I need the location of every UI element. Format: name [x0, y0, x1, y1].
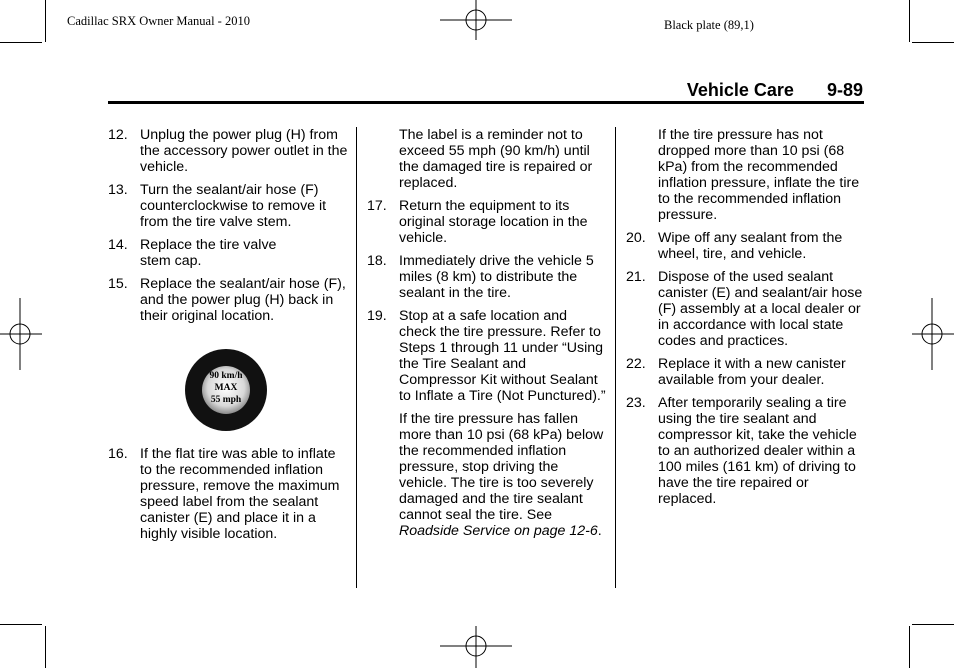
step-number: 23.	[626, 395, 646, 411]
step-16	[108, 446, 348, 542]
step-number: 18.	[367, 253, 387, 269]
page-number: 9-89	[826, 80, 863, 100]
crop-mark	[45, 626, 46, 668]
step-number: 15.	[108, 276, 128, 292]
step-19	[367, 308, 607, 404]
step-21	[626, 269, 866, 349]
speed-max: MAX	[214, 383, 238, 393]
step-text: Dispose of the used sealant canister (E) and sealant/air hose (F) assembly at a local dealer or in accordance with local state codes and practices.	[658, 269, 863, 349]
step-text: Turn the sealant/air hose (F) counterclockwise to remove it from the tire valve stem.	[140, 182, 327, 230]
crop-mark	[0, 42, 42, 43]
step-text: Replace it with a new canister available from your dealer.	[658, 356, 846, 388]
step-12	[108, 127, 348, 175]
step-19-warning	[367, 411, 607, 539]
step-20	[626, 230, 866, 262]
step-14	[108, 237, 348, 269]
warning-text: If the tire pressure has fallen more than 10 psi (68 kPa) below the recommended inflation pressure, stop driving the vehicle. The tire is too severely damaged and the tire sealant cannot seal the tire. See	[399, 411, 604, 523]
step-17	[367, 198, 607, 246]
crop-mark	[909, 626, 910, 668]
step-text: Replace the tire valve stem cap.	[140, 237, 277, 269]
step-number: 21.	[626, 269, 646, 285]
roadside-service-reference[interactable]: Roadside Service on page 12‑6	[399, 523, 598, 539]
crop-mark	[912, 624, 954, 625]
step-text: Stop at a safe location and check the tire pressure. Refer to Steps 1 through 11 under “Using the Tire Sealant and Compressor Kit without Sealant to Inflate a Tire (Not Punctured).”	[399, 308, 606, 404]
step-15	[108, 276, 348, 324]
registration-mark-bottom	[440, 626, 516, 668]
step-text: Immediately drive the vehicle 5 miles (8 km) to distribute the sealant in the tire.	[399, 253, 594, 301]
step-22	[626, 356, 866, 388]
speed-mph: 55 mph	[210, 395, 242, 405]
crop-mark	[45, 0, 46, 42]
step-number: 13.	[108, 182, 128, 198]
step-23	[626, 395, 866, 507]
step-text: Replace the sealant/air hose (F), and the power plug (H) back in their original location.	[140, 276, 346, 324]
speed-label-text	[184, 370, 268, 406]
step-text: Unplug the power plug (H) from the accessory power outlet in the vehicle.	[140, 127, 348, 175]
step-18	[367, 253, 607, 301]
registration-mark-right	[912, 296, 954, 372]
column-divider	[356, 127, 357, 588]
header-rule	[108, 101, 864, 104]
column-2	[367, 127, 607, 546]
speed-kmh: 90 km/h	[209, 371, 243, 381]
step-16-note: The label is a reminder not to exceed 55 mph (90 km/h) until the damaged tire is repaired or replaced.	[399, 127, 593, 191]
column-1	[108, 127, 348, 549]
max-speed-label-image	[184, 348, 268, 432]
step-number: 16.	[108, 446, 128, 462]
section-heading	[687, 80, 863, 101]
step-number: 14.	[108, 237, 128, 253]
crop-mark	[0, 624, 42, 625]
step-number: 22.	[626, 356, 646, 372]
step-text: If the flat tire was able to inflate to the recommended inflation pressure, remove the maximum speed label from the sealant canister (E) and place it in a highly visible location.	[140, 446, 340, 542]
step-number: 19.	[367, 308, 387, 324]
column-divider	[615, 127, 616, 588]
step-text: Return the equipment to its original storage location in the vehicle.	[399, 198, 588, 246]
step-13	[108, 182, 348, 230]
document-title: Cadillac SRX Owner Manual - 2010	[67, 14, 250, 28]
plate-label: Black plate (89,1)	[664, 18, 754, 32]
warning-end: .	[597, 523, 602, 539]
step-number: 20.	[626, 230, 646, 246]
step-19-note: If the tire pressure has not dropped more than 10 psi (68 kPa) from the recommended inflation pressure, inflate the tire to the recommended inflation pressure.	[658, 127, 860, 223]
step-text: After temporarily sealing a tire using the tire sealant and compressor kit, take the vehicle to an authorized dealer within a 100 miles (161 km) of driving to have the tire repaired or replaced.	[658, 395, 857, 507]
registration-mark-top	[440, 0, 516, 44]
step-text: Wipe off any sealant from the wheel, tire, and vehicle.	[658, 230, 843, 262]
section-name: Vehicle Care	[686, 80, 794, 100]
registration-mark-left	[0, 296, 42, 372]
step-number: 12.	[108, 127, 128, 143]
step-number: 17.	[367, 198, 387, 214]
crop-mark	[909, 0, 910, 42]
column-3	[626, 127, 866, 514]
crop-mark	[912, 42, 954, 43]
